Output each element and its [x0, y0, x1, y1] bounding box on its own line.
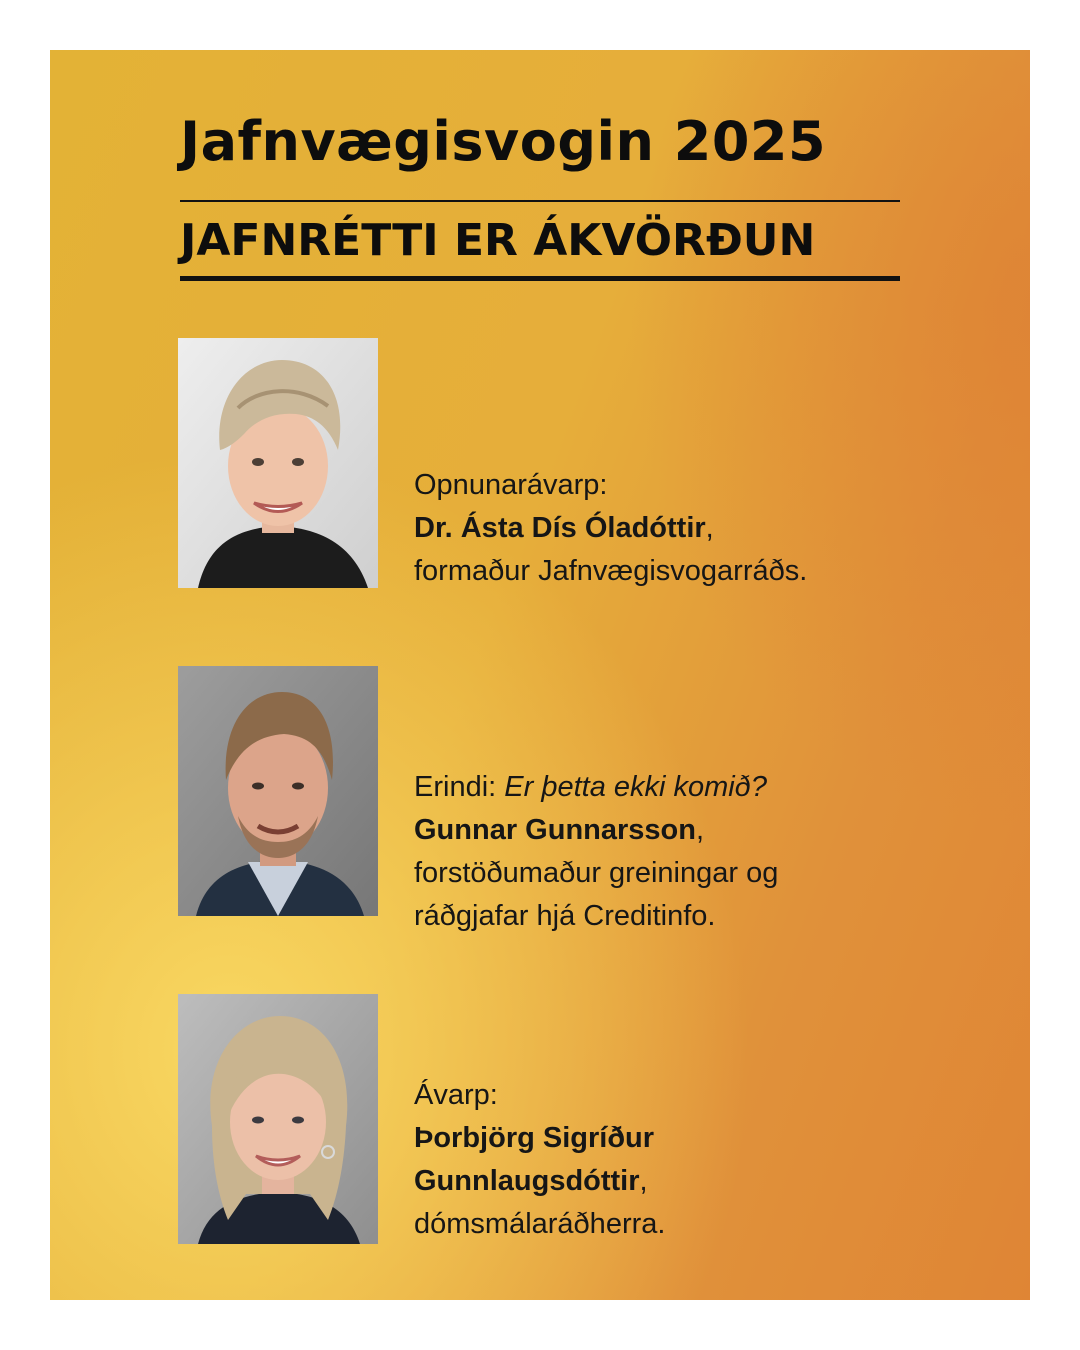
speaker-photo-3	[178, 994, 378, 1244]
speaker-description: ráðgjafar hjá Creditinfo.	[414, 900, 716, 932]
speaker-description: dómsmálaráðherra.	[414, 1208, 666, 1240]
speaker-photo-1	[178, 338, 378, 588]
speaker-name: Dr. Ásta Dís Óladóttir	[414, 512, 706, 544]
speaker-info-1	[414, 464, 974, 593]
name-suffix: ,	[639, 1165, 648, 1197]
talk-title: Er þetta ekki komið?	[504, 771, 767, 803]
event-poster	[50, 50, 1030, 1300]
speaker-role: Erindi:	[414, 771, 497, 803]
speaker-role: Opnunarávarp:	[414, 469, 608, 501]
title-divider	[180, 200, 900, 202]
speaker-name: Gunnar Gunnarsson	[414, 814, 696, 846]
speaker-card-2	[178, 666, 938, 932]
name-suffix: ,	[695, 814, 705, 846]
speaker-description: forstöðumaður greiningar og	[414, 857, 779, 889]
speaker-card-1	[178, 338, 938, 588]
speaker-info-2	[414, 766, 974, 938]
speaker-photo-2	[178, 666, 378, 916]
subtitle-underline	[180, 276, 900, 281]
name-suffix: ,	[705, 512, 714, 544]
speaker-name: Þorbjörg Sigríður	[414, 1122, 655, 1154]
speaker-name: Gunnlaugsdóttir	[414, 1165, 640, 1197]
speaker-info-3	[414, 1074, 974, 1246]
poster-subtitle: JAFNRÉTTI ER ÁKVÖRÐUN	[180, 215, 816, 266]
speaker-description: formaður Jafnvægisvogarráðs.	[414, 555, 808, 587]
poster-title: Jafnvægisvogin 2025	[180, 110, 827, 173]
speaker-card-3	[178, 994, 938, 1244]
speaker-role: Ávarp:	[414, 1079, 498, 1111]
